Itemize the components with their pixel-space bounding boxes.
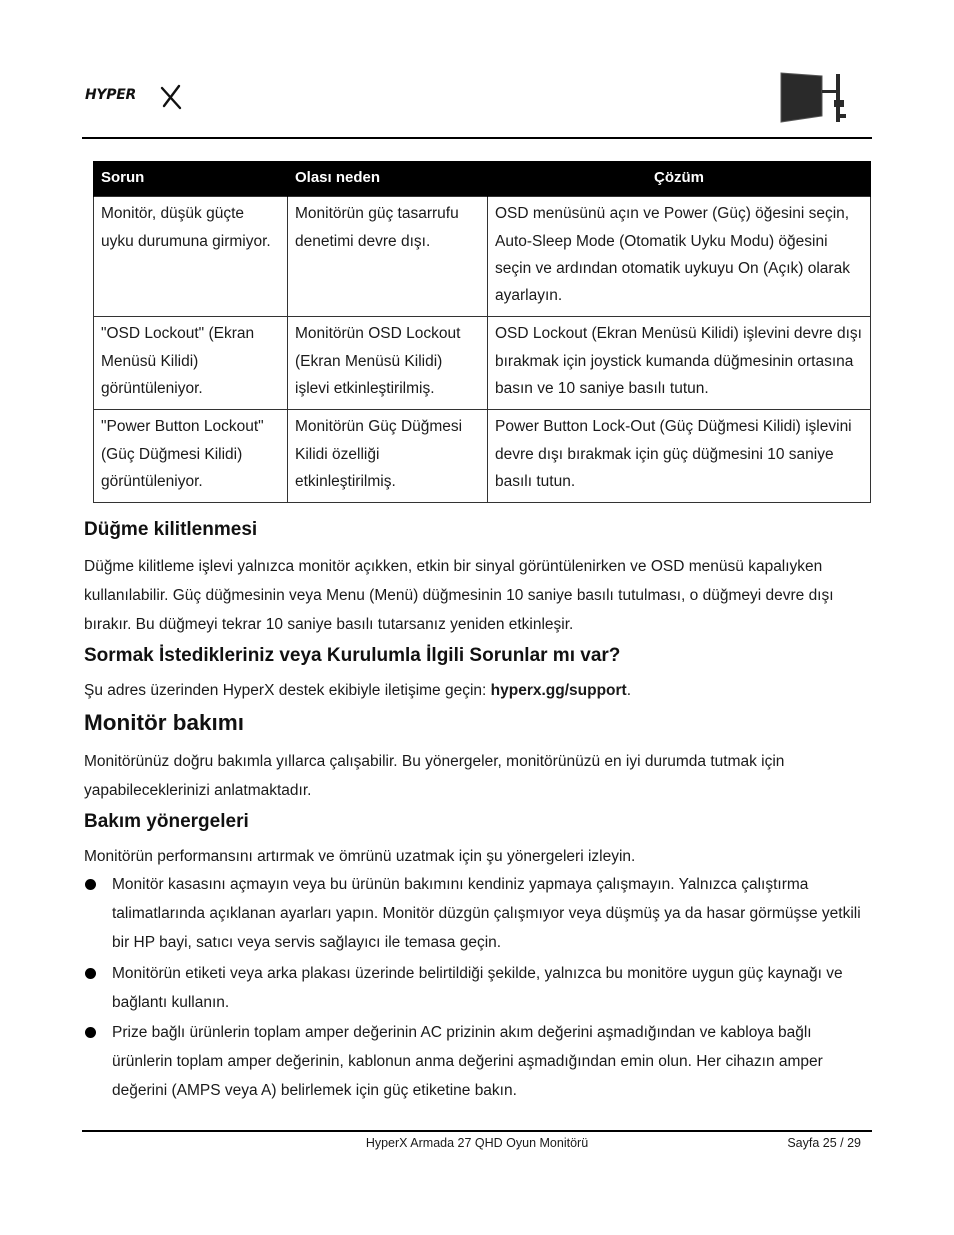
bullet-icon <box>85 879 96 890</box>
troubleshooting-table <box>93 161 871 503</box>
section-title-maintenance: Monitör bakımı <box>84 710 245 735</box>
table-cell: Monitörün Güç Düğmesi Kilidi özelliği etkinleştirilmiş. <box>288 410 488 503</box>
bullet-icon <box>85 968 96 979</box>
monitor-arm-image <box>778 70 854 126</box>
table-cell: "OSD Lockout" (Ekran Menüsü Kilidi) görüntüleniyor. <box>94 317 288 410</box>
column-header-problem: Sorun <box>94 161 288 197</box>
table-cell: Power Button Lock-Out (Güç Düğmesi Kilidi) işlevini devre dışı bırakmak için güç düğmesini 10 saniye basılı tutun. <box>488 410 871 503</box>
table-cell: Monitörün güç tasarrufu denetimi devre dışı. <box>288 197 488 317</box>
svg-text:HYPER: HYPER <box>85 87 136 103</box>
column-header-cause: Olası neden <box>288 161 488 197</box>
table-cell: Monitörün OSD Lockout (Ekran Menüsü Kilidi) işlevi etkinleştirilmiş. <box>288 317 488 410</box>
table-cell: "Power Button Lockout" (Güç Düğmesi Kilidi) görüntüleniyor. <box>94 410 288 503</box>
section-body-button-lock: Düğme kilitleme işlevi yalnızca monitör açıkken, etkin bir sinyal görüntülenirken ve OSD menüsü kapalıyken kullanılabilir. Güç düğmesinin veya Menu (Menü) düğmesinin 10 saniye basılı tutulması, o düğmeyi devre dışı bırakır. Bu düğmeyi tekrar 10 saniye basılı tutarsanız yeniden etkinleşir. <box>84 558 834 633</box>
hyperx-logo <box>84 80 184 112</box>
table-cell: OSD Lockout (Ekran Menüsü Kilidi) işlevini devre dışı bırakmak için joystick kumanda düğmesinin ortasına basın ve 10 saniye basılı tutun. <box>488 317 871 410</box>
support-link[interactable]: hyperx.gg/support <box>490 682 627 699</box>
table-cell: Monitör, düşük güçte uyku durumuna girmiyor. <box>94 197 288 317</box>
table-row <box>94 410 871 503</box>
section-title-guidelines: Bakım yönergeleri <box>84 811 249 832</box>
section-body-maintenance: Monitörünüz doğru bakımla yıllarca çalışabilir. Bu yönergeler, monitörünüzü en iyi durumda tutmak için yapabileceklerinizi anlatmaktadır. <box>84 753 785 799</box>
table-row <box>94 317 871 410</box>
footer-title: HyperX Armada 27 QHD Oyun Monitörü <box>365 1136 589 1150</box>
section-intro-guidelines: Monitörün performansını artırmak ve ömrünü uzatmak için şu yönergeleri izleyin. <box>84 848 636 865</box>
section-body-questions: Şu adres üzerinden HyperX destek ekibiyle iletişime geçin: hyperx.gg/support. <box>84 682 632 699</box>
guidelines-list <box>84 870 874 1107</box>
column-header-solution: Çözüm <box>488 161 871 197</box>
bullet-icon <box>85 1027 96 1038</box>
page-number: Sayfa 25 / 29 <box>787 1136 861 1150</box>
table-cell: OSD menüsünü açın ve Power (Güç) öğesini seçin, Auto-Sleep Mode (Otomatik Uyku Modu) öğesini seçin ve ardından otomatik uykuyu On (Açık) olarak ayarlayın. <box>488 197 871 317</box>
table-row <box>94 197 871 317</box>
list-item: Monitörün etiketi veya arka plakası üzerinde belirtildiği şekilde, yalnızca bu monitöre uygun güç kaynağı ve bağlantı kullanın. <box>84 959 874 1017</box>
section-title-questions: Sormak İstedikleriniz veya Kurulumla İlgili Sorunlar mı var? <box>84 645 621 666</box>
footer-divider <box>82 1130 872 1132</box>
list-item: Monitör kasasını açmayın veya bu ürünün bakımını kendiniz yapmaya çalışmayın. Yalnızca çalıştırma talimatlarında açıklanan ayarları yapın. Monitör düzgün çalışmıyor veya düşmüş ya da hasar görmüşse yetkili bir HP bayi, satıcı veya servis sağlayıcı ile temasa geçin. <box>84 870 874 958</box>
table-header-row <box>94 161 871 197</box>
list-item: Prize bağlı ürünlerin toplam amper değerinin AC prizinin akım değerini aşmadığından ve kabloya bağlı ürünlerin toplam amper değerinin, kablonun anma değerini aşmadığından emin olun. Her cihazın amper değerini (AMPS veya A) belirlemek için güç etiketine bakın. <box>84 1018 874 1106</box>
section-title-button-lock: Düğme kilitlenmesi <box>84 519 258 540</box>
header-divider <box>82 137 872 139</box>
